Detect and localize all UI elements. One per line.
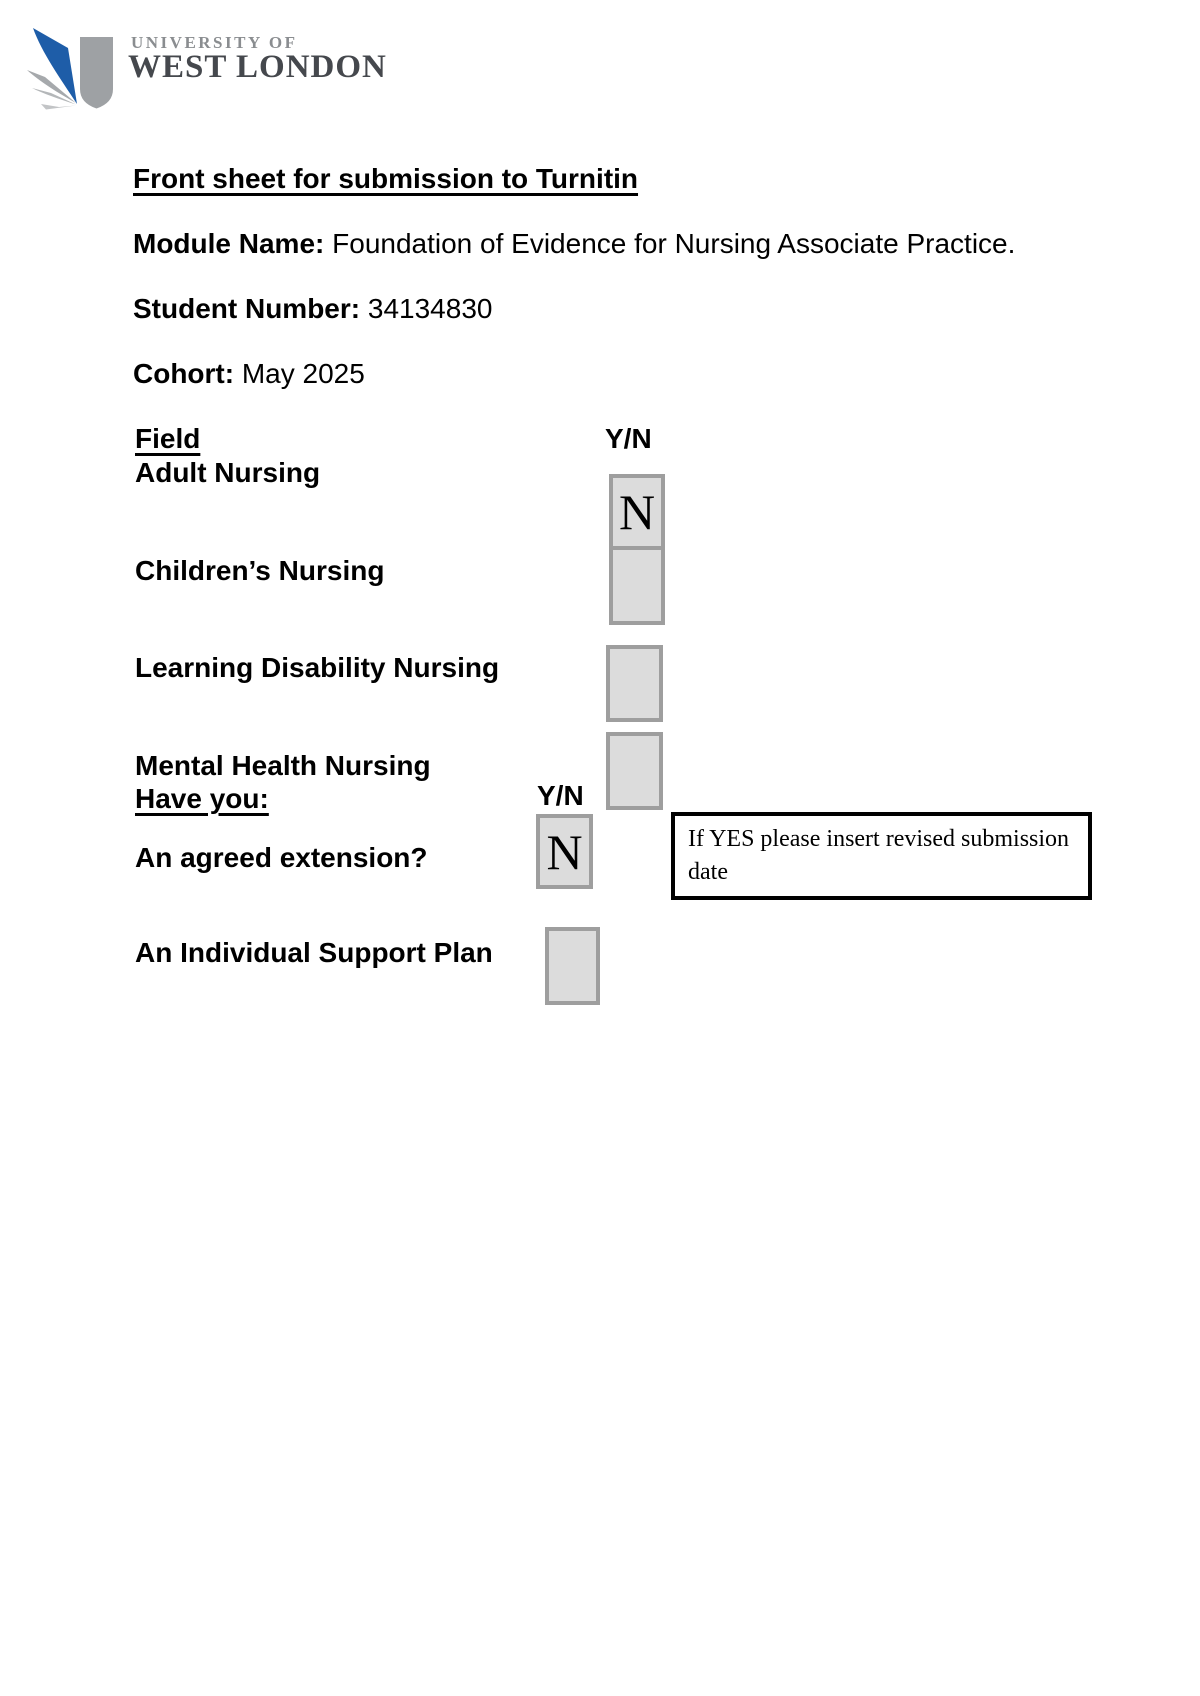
checkbox-childrens-nursing[interactable]	[613, 550, 661, 622]
student-number-label: Student Number:	[133, 293, 361, 324]
field-label-learning-disability-nursing: Learning Disability Nursing	[135, 652, 500, 683]
field-label-adult-nursing: Adult Nursing	[135, 457, 321, 488]
module-name-value: Foundation of Evidence for Nursing Associate Practice.	[332, 228, 1016, 259]
revised-submission-note: If YES please insert revised submission date	[688, 826, 1070, 885]
have-you-yn-header: Y/N	[537, 780, 584, 811]
cohort-line	[133, 357, 365, 391]
field-label-childrens-nursing: Children’s Nursing	[135, 555, 385, 586]
checkbox-agreed-extension[interactable]: N	[536, 814, 593, 889]
cohort-label: Cohort:	[133, 358, 235, 389]
field-checkbox-stack	[609, 474, 665, 625]
logo-university-of: UNIVERSITY OF	[131, 33, 298, 52]
student-number-value: 34134830	[367, 293, 493, 324]
page-title: Front sheet for submission to Turnitin	[133, 163, 639, 194]
have-you-heading: Have you:	[135, 783, 269, 814]
checkbox-adult-nursing[interactable]: N	[613, 478, 661, 550]
field-label-mental-health-nursing: Mental Health Nursing	[135, 750, 431, 781]
label-agreed-extension: An agreed extension?	[135, 842, 428, 873]
field-yn-header: Y/N	[605, 423, 652, 454]
module-name-line	[133, 227, 1015, 261]
field-heading: Field	[135, 423, 201, 454]
module-name-label: Module Name:	[133, 228, 325, 259]
revised-submission-date-box[interactable]	[671, 812, 1092, 900]
checkbox-learning-disability-nursing[interactable]	[606, 645, 663, 722]
label-individual-support-plan: An Individual Support Plan	[135, 937, 493, 968]
checkbox-individual-support-plan[interactable]	[545, 927, 600, 1005]
checkbox-mental-health-nursing[interactable]	[606, 732, 663, 810]
cohort-value: May 2025	[241, 358, 365, 389]
logo-west-london: WEST LONDON	[128, 49, 387, 85]
student-number-line	[133, 292, 492, 326]
